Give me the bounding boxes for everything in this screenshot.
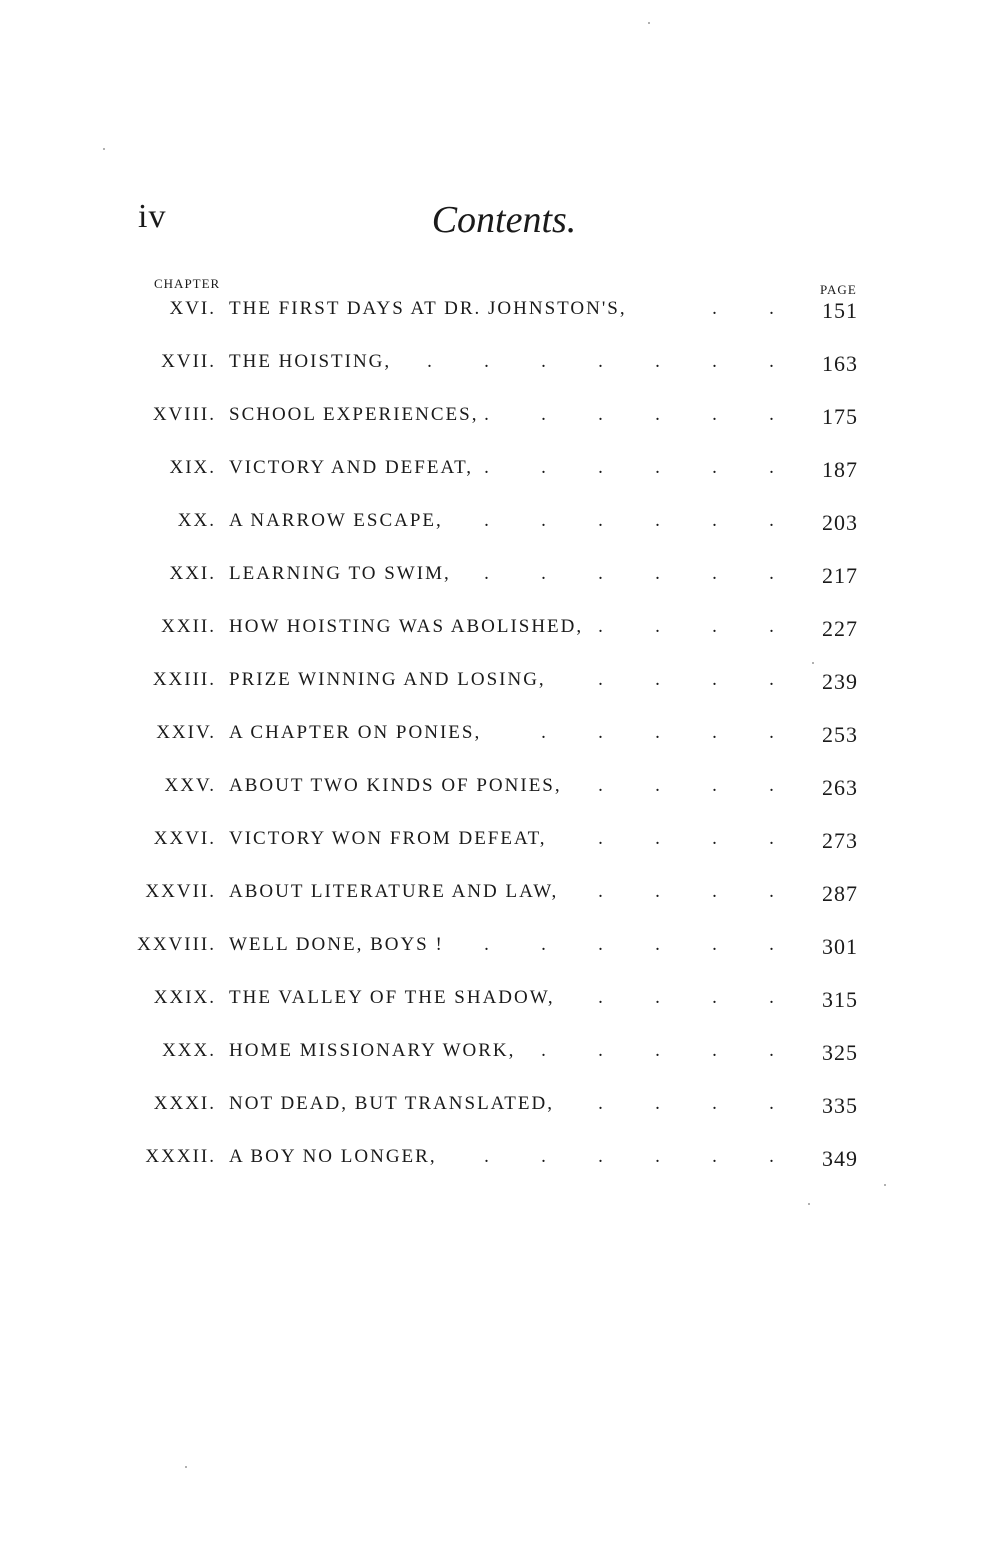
dot-leader: . . . . . . — [484, 510, 774, 531]
toc-entry — [0, 351, 1000, 391]
chapter-page: 227 — [822, 616, 858, 641]
chapter-page: 335 — [822, 1093, 858, 1118]
dot-leader: . . . . — [598, 669, 774, 690]
chapter-page: 349 — [822, 1146, 858, 1171]
dot-leader: . . . . — [598, 828, 774, 849]
chapter-title: WELL DONE, BOYS ! — [229, 934, 444, 955]
chapter-title: NOT DEAD, BUT TRANSLATED, — [229, 1093, 554, 1114]
chapter-page: 301 — [822, 934, 858, 959]
dot-leader: . . . . — [598, 1093, 774, 1114]
chapter-title: VICTORY WON FROM DEFEAT, — [229, 828, 547, 849]
paper-speck — [103, 148, 105, 150]
chapter-number: XXIII. — [152, 669, 216, 690]
toc-entry — [0, 510, 1000, 550]
dot-leader: . . . . — [598, 881, 774, 902]
chapter-title: A NARROW ESCAPE, — [229, 510, 443, 531]
dot-leader: . . . . — [598, 987, 774, 1008]
toc-entry — [0, 987, 1000, 1027]
page-title: Contents. — [431, 199, 577, 241]
paper-speck — [648, 22, 650, 24]
chapter-title: PRIZE WINNING AND LOSING, — [229, 669, 546, 690]
toc-entry — [0, 457, 1000, 497]
toc-entry — [0, 616, 1000, 656]
dot-leader: . . . . . . — [484, 934, 774, 955]
toc-entry — [0, 1146, 1000, 1186]
dot-leader: . . — [712, 298, 774, 319]
chapter-page: 203 — [822, 510, 858, 535]
chapter-page: 325 — [822, 1040, 858, 1065]
chapter-number: XIX. — [169, 457, 216, 478]
chapter-title: HOME MISSIONARY WORK, — [229, 1040, 516, 1061]
chapter-number: XVI. — [169, 298, 216, 319]
chapter-number: XXXII. — [145, 1146, 216, 1167]
paper-speck — [884, 1184, 886, 1186]
dot-leader: . . . . . — [541, 722, 774, 743]
paper-speck — [812, 662, 814, 664]
chapter-page: 315 — [822, 987, 858, 1012]
chapter-title: SCHOOL EXPERIENCES, — [229, 404, 479, 425]
toc-entry — [0, 881, 1000, 921]
toc-entry — [0, 1093, 1000, 1133]
chapter-page: 187 — [822, 457, 858, 482]
chapter-title: A BOY NO LONGER, — [229, 1146, 437, 1167]
chapter-page: 163 — [822, 351, 858, 376]
chapter-number: XVIII. — [152, 404, 216, 425]
chapter-number: XXX. — [162, 1040, 216, 1061]
chapter-number: XXXI. — [153, 1093, 216, 1114]
chapter-number: XX. — [177, 510, 216, 531]
toc-entry — [0, 298, 1000, 338]
chapter-page: 217 — [822, 563, 858, 588]
chapter-number: XXI. — [169, 563, 216, 584]
chapter-page: 253 — [822, 722, 858, 747]
chapter-page: 273 — [822, 828, 858, 853]
dot-leader: . . . . . . — [484, 457, 774, 478]
toc-entry — [0, 828, 1000, 868]
toc-entry — [0, 1040, 1000, 1080]
dot-leader: . . . . . . . — [427, 351, 774, 372]
dot-leader: . . . . . . — [484, 563, 774, 584]
chapter-number: XXII. — [161, 616, 216, 637]
chapter-page: 151 — [822, 298, 858, 323]
chapter-page: 175 — [822, 404, 858, 429]
chapter-column-header: CHAPTER — [154, 276, 221, 291]
chapter-number: XXVIII. — [137, 934, 216, 955]
chapter-page: 287 — [822, 881, 858, 906]
chapter-title: LEARNING TO SWIM, — [229, 563, 451, 584]
chapter-number: XXV. — [164, 775, 216, 796]
paper-speck — [808, 1203, 810, 1205]
chapter-title: THE HOISTING, — [229, 351, 392, 372]
chapter-title: ABOUT TWO KINDS OF PONIES, — [229, 775, 562, 796]
dot-leader: . . . . — [598, 616, 774, 637]
chapter-number: XXIV. — [156, 722, 216, 743]
chapter-page: 263 — [822, 775, 858, 800]
page-number: iv — [138, 198, 167, 235]
chapter-number: XXVI. — [153, 828, 216, 849]
dot-leader: . . . . . . — [484, 1146, 774, 1167]
dot-leader: . . . . — [598, 775, 774, 796]
toc-entry — [0, 404, 1000, 444]
toc-entry — [0, 669, 1000, 709]
chapter-title: THE VALLEY OF THE SHADOW, — [229, 987, 555, 1008]
toc-entry — [0, 563, 1000, 603]
chapter-title: HOW HOISTING WAS ABOLISHED, — [229, 616, 584, 637]
chapter-number: XVII. — [161, 351, 216, 372]
toc-entry — [0, 934, 1000, 974]
chapter-page: 239 — [822, 669, 858, 694]
dot-leader: . . . . . — [541, 1040, 774, 1061]
toc-entry — [0, 722, 1000, 762]
dot-leader: . . . . . . — [484, 404, 774, 425]
paper-speck — [185, 1466, 187, 1468]
chapter-number: XXIX. — [153, 987, 216, 1008]
page-column-header: PAGE — [820, 282, 857, 297]
chapter-title: VICTORY AND DEFEAT, — [229, 457, 474, 478]
chapter-number: XXVII. — [145, 881, 216, 902]
chapter-title: A CHAPTER ON PONIES, — [229, 722, 482, 743]
chapter-title: ABOUT LITERATURE AND LAW, — [229, 881, 559, 902]
toc-entry — [0, 775, 1000, 815]
chapter-title: THE FIRST DAYS AT DR. JOHNSTON'S, — [229, 298, 627, 319]
